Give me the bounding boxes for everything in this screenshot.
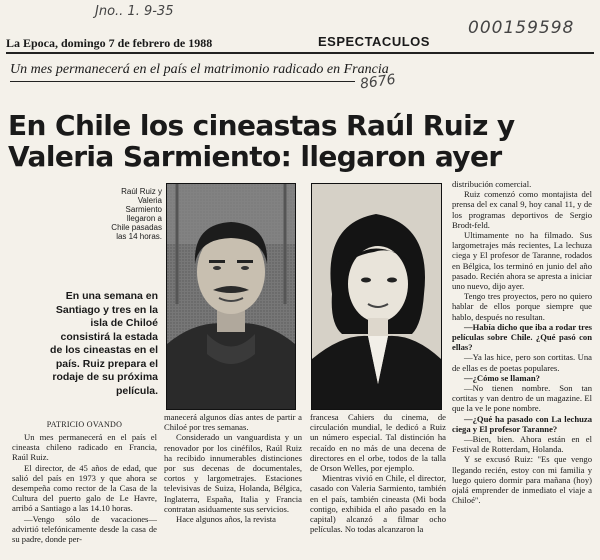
photo-valeria-sarmiento [311, 183, 442, 410]
pull-quote-line: consistirá la estada [60, 330, 158, 343]
paragraph: Ultimamente no ha filmado. Sus largometrajes más recientes, La lechuza ciega y El profesor de Taranne, rodados en Bélgica, los terminó en junio del año pasado. Recién ahora se apresta a iniciar uno nuevo, dijo ayer. [452, 230, 592, 292]
question: —¿Cómo se llaman? [464, 372, 540, 383]
paragraph: Un mes permanecerá en el país el cineasta chileno radicado en Francia, Raúl Ruiz. [12, 432, 157, 463]
caption-line: Sarmiento [125, 205, 162, 214]
caption-line: Chile pasadas [111, 223, 162, 232]
paragraph: Hace algunos años, la revista [176, 514, 276, 525]
headline-line-1: En Chile los cineastas Raúl Ruiz y [8, 109, 515, 142]
paragraph: distribución comercial. [452, 179, 532, 189]
pull-quote-line: película. [115, 384, 158, 397]
paragraph: manecerá algunos días antes de partir a Chiloé por tres semanas. [164, 412, 302, 433]
paragraph: Considerado un vanguardista y un renovador por los cinéfilos, Raúl Ruiz ha recibido innumerables distinciones por sus decenas de documentales, cortos y largometrajes. Estaciones televisivas de Suiza, Holanda, Bélgica, Inglaterra, España, Italia y Francia contratan asiduamente sus servicios. [164, 432, 302, 514]
caption-line: las 14 horas. [116, 232, 162, 241]
pull-quote-line: Santiago y tres en la [55, 303, 158, 316]
handwritten-date: Jno.. 1. 9-35 [95, 4, 174, 19]
question: —Había dicho que iba a rodar tres películas sobre Chile. ¿Qué pasó con ellas? [452, 321, 592, 353]
pull-quote-line: isla de Chiloé [90, 317, 158, 329]
photo-raul-ruiz [166, 183, 296, 410]
caption-line: Valeria [137, 196, 162, 205]
caption-line: llegaron a [126, 214, 162, 223]
paragraph: El director, de 45 años de edad, que salió del país en 1973 y que ahora se desempeña como rector de la Casa de la Cultura del puerto galo de Le Havre, arribó a Santiago a las 14.10 horas. [12, 462, 157, 514]
paragraph: —No tienen nombre. Son tan cortitas y van dentro de un magazine. El que la ve le pone nombre. [452, 383, 592, 414]
publication-date: La Epoca, domingo 7 de febrero de 1988 [6, 36, 213, 50]
paragraph: Y se excusó Ruiz: "Es que vengo llegando recién, estoy con mi familia y luego quiero dormir para mañana (hoy) ojalá emprender de inmediato el viaje a Chiloé". [452, 454, 592, 506]
paragraph: Tengo tres proyectos, pero no quiero hablar de ellos porque siempre que hablo, después no resultan. [452, 291, 592, 322]
pull-quote-line: En una semana en [65, 290, 158, 302]
valeria-sarmiento-portrait [312, 184, 441, 409]
kicker: Un mes permanecerá en el país el matrimonio radicado en Francia [10, 62, 389, 77]
article-column-3 [310, 412, 446, 558]
caption-line: Raúl Ruiz y [121, 187, 162, 196]
byline: PATRICIO OVANDO [46, 420, 123, 429]
article-column-4 [452, 179, 592, 558]
kicker-rule [10, 81, 355, 82]
paragraph: —Bien, bien. Ahora están en el Festival de Rotterdam, Holanda. [452, 434, 592, 455]
article-column-2 [164, 412, 302, 558]
paragraph: Ruiz comenzó como montajista del prensa del ex canal 9, hoy canal 11, y de los programas deportivos de Sergio Brodt-feld. [452, 189, 592, 230]
photo-caption [100, 187, 162, 241]
headline [8, 110, 598, 172]
paragraph: —Vengo sólo de vacaciones— advirtió telefónicamente desde la casa de su padre, donde per- [12, 513, 157, 545]
pull-quote-line: país. Ruiz prepara el [55, 357, 158, 370]
pull-quote-line: rodaje de su próxima [52, 371, 158, 383]
raul-ruiz-portrait [167, 184, 295, 409]
pull-quote-line: de los cineastas en el [50, 344, 158, 356]
handwritten-catalog-number: 000159598 [468, 18, 575, 38]
pull-quote [8, 290, 158, 398]
section-title: ESPECTACULOS [318, 34, 430, 49]
handwritten-margin-note: 8676 [359, 71, 397, 93]
article-column-1 [12, 432, 157, 558]
headline-line-2: Valeria Sarmiento: llegaron ayer [8, 140, 502, 173]
question: —¿Qué ha pasado con La lechuza ciega y El profesor Taranne? [452, 413, 592, 434]
paragraph: —Ya las hice, pero son cortitas. Una de ellas es de poetas populares. [452, 352, 592, 373]
paragraph: francesa Cahiers du cinema, de circulación mundial, le dedicó a Ruiz un número especial. Tal distinción ha recaído en no más de una decena de directores en el orbe, todos de la talla de Orson Welles, por ejemplo. [310, 412, 446, 474]
paragraph: Mientras vivió en Chile, el director, casado con Valeria Sarmiento, también en el país, también cineasta (Mi boda contigo, exhibida el año pasado en la capital) alcanzó a filmar ocho películas. No todas alcanzaron la [310, 473, 446, 535]
header-rule [6, 52, 594, 54]
